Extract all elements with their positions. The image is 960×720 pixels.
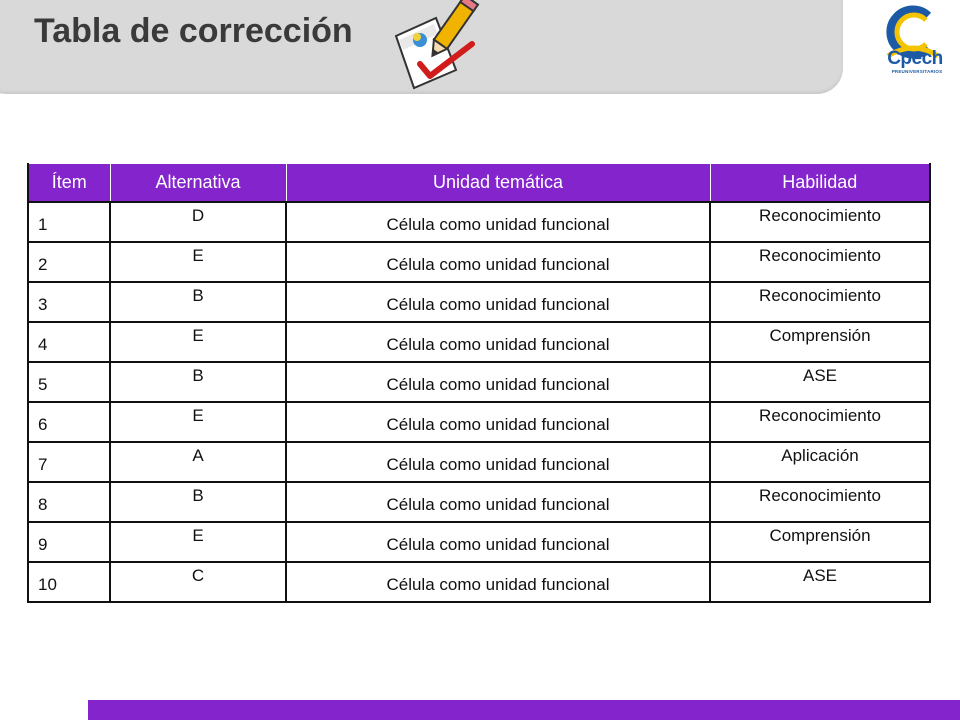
- cell-unidad: Célula como unidad funcional: [286, 442, 710, 482]
- cell-unidad: Célula como unidad funcional: [286, 362, 710, 402]
- cell-unidad: Célula como unidad funcional: [286, 282, 710, 322]
- cell-item: 10: [28, 562, 110, 602]
- cell-alternativa: E: [110, 322, 286, 362]
- table-row: [28, 282, 930, 322]
- cell-habilidad: Comprensión: [710, 522, 930, 562]
- table-row: [28, 442, 930, 482]
- cell-alternativa: E: [110, 402, 286, 442]
- header-unidad: Unidad temática: [286, 164, 710, 202]
- cell-alternativa: E: [110, 242, 286, 282]
- header-item: Ítem: [28, 164, 110, 202]
- cell-alternativa: A: [110, 442, 286, 482]
- cell-habilidad: Reconocimiento: [710, 202, 930, 242]
- cell-item: 4: [28, 322, 110, 362]
- header-habilidad: Habilidad: [710, 164, 930, 202]
- cell-habilidad: ASE: [710, 562, 930, 602]
- cell-unidad: Célula como unidad funcional: [286, 402, 710, 442]
- table-header-row: [28, 164, 930, 202]
- slide-title: Tabla de corrección: [34, 12, 353, 50]
- cell-habilidad: Reconocimiento: [710, 482, 930, 522]
- cell-item: 8: [28, 482, 110, 522]
- table-row: [28, 402, 930, 442]
- cell-habilidad: Reconocimiento: [710, 282, 930, 322]
- cell-alternativa: E: [110, 522, 286, 562]
- cell-unidad: Célula como unidad funcional: [286, 242, 710, 282]
- cell-alternativa: C: [110, 562, 286, 602]
- table-row: [28, 522, 930, 562]
- pencil-checkmark-icon: [390, 0, 482, 96]
- cell-item: 7: [28, 442, 110, 482]
- cell-item: 2: [28, 242, 110, 282]
- cell-alternativa: B: [110, 482, 286, 522]
- cell-unidad: Célula como unidad funcional: [286, 322, 710, 362]
- cell-unidad: Célula como unidad funcional: [286, 522, 710, 562]
- footer-accent-bar: [88, 700, 960, 720]
- header-alternativa: Alternativa: [110, 164, 286, 202]
- cell-habilidad: Aplicación: [710, 442, 930, 482]
- cell-alternativa: D: [110, 202, 286, 242]
- cell-habilidad: ASE: [710, 362, 930, 402]
- cell-item: 6: [28, 402, 110, 442]
- table-row: [28, 482, 930, 522]
- logo-tagline: PREUNIVERSITARIOS: [891, 69, 943, 74]
- table-row: [28, 242, 930, 282]
- table-row: [28, 362, 930, 402]
- cell-item: 9: [28, 522, 110, 562]
- table-row: [28, 562, 930, 602]
- cell-item: 3: [28, 282, 110, 322]
- cell-unidad: Célula como unidad funcional: [286, 202, 710, 242]
- cell-habilidad: Reconocimiento: [710, 242, 930, 282]
- cell-alternativa: B: [110, 282, 286, 322]
- cell-item: 1: [28, 202, 110, 242]
- cell-unidad: Célula como unidad funcional: [286, 482, 710, 522]
- table-row: [28, 202, 930, 242]
- table-row: [28, 322, 930, 362]
- cell-item: 5: [28, 362, 110, 402]
- cell-unidad: Célula como unidad funcional: [286, 562, 710, 602]
- cell-alternativa: B: [110, 362, 286, 402]
- cell-habilidad: Comprensión: [710, 322, 930, 362]
- correction-table: [27, 163, 931, 603]
- cell-habilidad: Reconocimiento: [710, 402, 930, 442]
- logo-wordmark: Cpech: [887, 48, 943, 69]
